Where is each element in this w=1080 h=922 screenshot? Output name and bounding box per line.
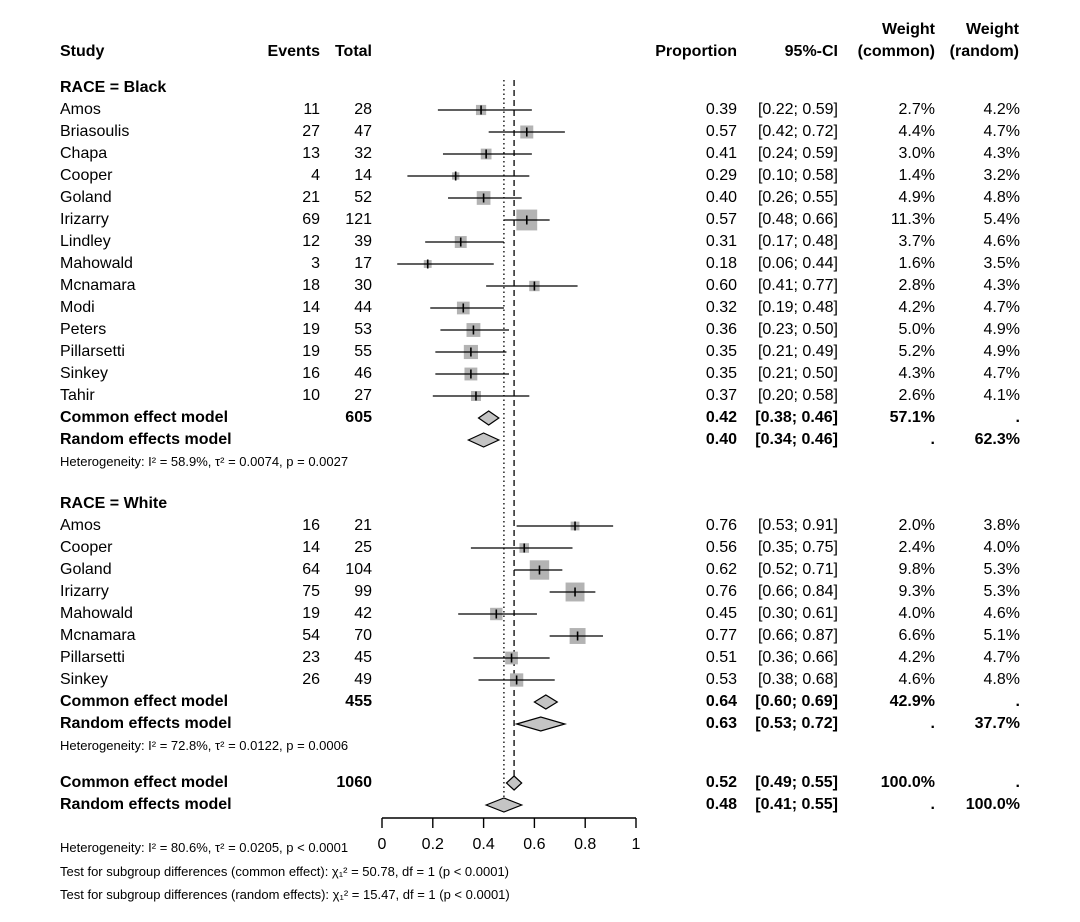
ci-value: [0.06; 0.44] [757,255,838,272]
ci-value: [0.48; 0.66] [757,211,838,228]
events-value: 3 [311,255,320,272]
study-name: Sinkey [60,671,109,688]
ci-value: [0.38; 0.46] [755,409,838,426]
proportion-value: 0.76 [705,517,737,534]
weight-common-value: 1.6% [898,255,935,272]
ci-value: [0.53; 0.72] [755,715,838,732]
weight-random-value: 3.5% [983,255,1020,272]
column-header-weight-random-line2: (random) [949,43,1019,60]
proportion-value: 0.45 [705,605,737,622]
proportion-value: 0.39 [705,101,737,118]
proportion-value: 0.42 [705,409,737,426]
weight-random-value: 37.7% [974,715,1020,732]
total-value: 1060 [336,774,372,791]
ci-value: [0.38; 0.68] [757,671,838,688]
total-value: 455 [345,693,372,710]
ci-value: [0.60; 0.69] [755,693,838,710]
proportion-value: 0.77 [705,627,737,644]
events-value: 18 [302,277,320,294]
study-name: Peters [60,321,107,338]
proportion-value: 0.57 [705,211,737,228]
column-header-total: Total [334,43,372,60]
proportion-value: 0.62 [705,561,737,578]
total-value: 39 [354,233,372,250]
weight-random-value: . [1015,774,1020,791]
study-name: Modi [60,299,95,316]
proportion-value: 0.40 [705,431,737,448]
weight-common-value: 100.0% [880,774,935,791]
total-value: 25 [354,539,372,556]
weight-common-value: 6.6% [898,627,935,644]
total-value: 17 [354,255,372,272]
ci-value: [0.26; 0.55] [757,189,838,206]
proportion-value: 0.32 [705,299,737,316]
weight-random-value: 3.2% [983,167,1020,184]
study-name: Pillarsetti [60,343,125,360]
weight-random-value: 62.3% [974,431,1020,448]
weight-random-value: 5.1% [983,627,1020,644]
x-axis-tick-label: 0.4 [472,836,495,853]
events-value: 54 [302,627,320,644]
events-value: 16 [302,365,320,382]
events-value: 12 [302,233,320,250]
events-value: 14 [302,539,320,556]
total-value: 45 [354,649,372,666]
weight-random-value: . [1015,409,1020,426]
weight-random-value: 5.3% [983,561,1020,578]
study-name: Cooper [60,539,113,556]
weight-common-value: 1.4% [898,167,935,184]
column-header-events: Events [267,43,320,60]
weight-random-value: . [1015,693,1020,710]
weight-common-value: . [930,796,935,813]
events-value: 23 [302,649,320,666]
ci-value: [0.42; 0.72] [757,123,838,140]
study-name: Goland [60,561,112,578]
total-value: 46 [354,365,372,382]
study-name: Mcnamara [60,627,136,644]
events-value: 19 [302,343,320,360]
events-value: 21 [302,189,320,206]
column-header-study: Study [60,43,105,60]
ci-value: [0.24; 0.59] [757,145,838,162]
events-value: 4 [311,167,320,184]
weight-common-value: 3.0% [898,145,935,162]
weight-random-value: 4.1% [983,387,1020,404]
proportion-value: 0.56 [705,539,737,556]
study-name: Tahir [60,387,95,404]
total-value: 605 [345,409,372,426]
ci-value: [0.10; 0.58] [757,167,838,184]
proportion-value: 0.31 [705,233,737,250]
x-axis-tick-label: 0.6 [523,836,546,853]
weight-common-value: 4.0% [898,605,935,622]
total-value: 47 [354,123,372,140]
x-axis-tick-label: 0.8 [574,836,597,853]
ci-value: [0.23; 0.50] [757,321,838,338]
proportion-value: 0.36 [705,321,737,338]
study-name: Mahowald [60,255,133,272]
total-value: 104 [345,561,372,578]
column-header-ci: 95%-CI [784,43,838,60]
weight-common-value: 4.6% [898,671,935,688]
weight-random-value: 4.9% [983,321,1020,338]
proportion-value: 0.60 [705,277,737,294]
proportion-value: 0.51 [705,649,737,666]
summary-label: Random effects model [60,715,232,732]
weight-common-value: 42.9% [889,693,935,710]
weight-random-value: 4.9% [983,343,1020,360]
x-axis-tick-label: 0 [377,836,387,853]
ci-value: [0.21; 0.49] [757,343,838,360]
study-name: Chapa [60,145,108,162]
study-name: Goland [60,189,112,206]
ci-value: [0.30; 0.61] [757,605,838,622]
weight-common-value: 4.9% [898,189,935,206]
summary-label: Common effect model [60,409,229,426]
column-header-weight-common-line1: Weight [881,21,935,38]
weight-common-value: 9.8% [898,561,935,578]
summary-label: Random effects model [60,796,232,813]
study-name: Cooper [60,167,113,184]
subgroup-difference-test: Test for subgroup differences (common effect): χ₁² = 50.78, df = 1 (p < 0.0001) [60,864,510,879]
ci-value: [0.53; 0.91] [757,517,838,534]
proportion-value: 0.41 [705,145,737,162]
ci-value: [0.41; 0.77] [757,277,838,294]
total-value: 42 [354,605,372,622]
study-name: Mcnamara [60,277,136,294]
weight-random-value: 4.8% [983,671,1020,688]
weight-random-value: 4.7% [983,649,1020,666]
proportion-value: 0.18 [705,255,737,272]
heterogeneity-note: Heterogeneity: I² = 72.8%, τ² = 0.0122, p = 0.0006 [60,738,349,753]
events-value: 19 [302,321,320,338]
proportion-value: 0.29 [705,167,737,184]
total-value: 27 [354,387,372,404]
weight-common-value: 57.1% [889,409,935,426]
summary-label: Common effect model [60,693,229,710]
weight-random-value: 4.7% [983,123,1020,140]
proportion-value: 0.53 [705,671,737,688]
ci-value: [0.21; 0.50] [757,365,838,382]
weight-common-value: 2.4% [898,539,935,556]
weight-common-value: 3.7% [898,233,935,250]
column-header-weight-common-line2: (common) [857,43,935,60]
ci-value: [0.66; 0.87] [757,627,838,644]
total-value: 28 [354,101,372,118]
total-value: 44 [354,299,372,316]
ci-value: [0.36; 0.66] [757,649,838,666]
proportion-value: 0.40 [705,189,737,206]
weight-random-value: 4.3% [983,277,1020,294]
weight-common-value: 5.2% [898,343,935,360]
total-value: 52 [354,189,372,206]
weight-random-value: 5.4% [983,211,1020,228]
weight-random-value: 4.6% [983,605,1020,622]
weight-common-value: 2.0% [898,517,935,534]
column-header-weight-random-line1: Weight [965,21,1019,38]
weight-common-value: 4.3% [898,365,935,382]
summary-label: Random effects model [60,431,232,448]
weight-common-value: . [930,431,935,448]
ci-value: [0.34; 0.46] [755,431,838,448]
weight-common-value: 4.4% [898,123,935,140]
study-name: Sinkey [60,365,109,382]
proportion-value: 0.76 [705,583,737,600]
proportion-value: 0.64 [705,693,737,710]
weight-random-value: 4.3% [983,145,1020,162]
weight-random-value: 4.7% [983,299,1020,316]
proportion-value: 0.57 [705,123,737,140]
ci-value: [0.35; 0.75] [757,539,838,556]
total-value: 21 [354,517,372,534]
weight-random-value: 4.8% [983,189,1020,206]
events-value: 16 [302,517,320,534]
events-value: 14 [302,299,320,316]
weight-common-value: 4.2% [898,299,935,316]
study-name: Mahowald [60,605,133,622]
study-name: Irizarry [60,211,109,228]
weight-random-value: 3.8% [983,517,1020,534]
events-value: 27 [302,123,320,140]
ci-value: [0.66; 0.84] [757,583,838,600]
heterogeneity-note: Heterogeneity: I² = 58.9%, τ² = 0.0074, p = 0.0027 [60,454,349,469]
events-value: 69 [302,211,320,228]
events-value: 64 [302,561,320,578]
proportion-value: 0.48 [705,796,737,813]
total-value: 55 [354,343,372,360]
weight-common-value: 2.7% [898,101,935,118]
weight-random-value: 100.0% [965,796,1020,813]
proportion-value: 0.35 [705,343,737,360]
events-value: 19 [302,605,320,622]
group-label: RACE = Black [60,79,167,96]
group-label: RACE = White [60,495,168,512]
weight-random-value: 4.7% [983,365,1020,382]
weight-common-value: 2.8% [898,277,935,294]
ci-value: [0.20; 0.58] [757,387,838,404]
total-value: 49 [354,671,372,688]
study-name: Briasoulis [60,123,130,140]
total-value: 99 [354,583,372,600]
ci-value: [0.17; 0.48] [757,233,838,250]
x-axis-tick-label: 1 [631,836,641,853]
weight-random-value: 4.6% [983,233,1020,250]
column-header-proportion: Proportion [655,43,737,60]
weight-common-value: . [930,715,935,732]
weight-common-value: 11.3% [890,211,935,228]
events-value: 10 [302,387,320,404]
total-value: 70 [354,627,372,644]
events-value: 26 [302,671,320,688]
total-value: 30 [354,277,372,294]
ci-value: [0.22; 0.59] [757,101,838,118]
total-value: 121 [345,211,372,228]
study-name: Amos [60,517,101,534]
events-value: 11 [303,101,320,118]
ci-value: [0.52; 0.71] [757,561,838,578]
ci-value: [0.19; 0.48] [757,299,838,316]
study-name: Lindley [60,233,111,250]
subgroup-difference-test: Test for subgroup differences (random effects): χ₁² = 15.47, df = 1 (p < 0.0001) [60,887,510,902]
study-name: Amos [60,101,101,118]
study-name: Pillarsetti [60,649,125,666]
weight-random-value: 4.0% [983,539,1020,556]
total-value: 32 [354,145,372,162]
heterogeneity-note-overall: Heterogeneity: I² = 80.6%, τ² = 0.0205, p < 0.0001 [60,840,349,855]
events-value: 75 [302,583,320,600]
weight-common-value: 4.2% [898,649,935,666]
summary-label: Common effect model [60,774,229,791]
events-value: 13 [302,145,320,162]
proportion-value: 0.63 [705,715,737,732]
proportion-value: 0.52 [705,774,737,791]
ci-value: [0.49; 0.55] [755,774,838,791]
total-value: 14 [354,167,372,184]
ci-value: [0.41; 0.55] [755,796,838,813]
proportion-value: 0.37 [705,387,737,404]
total-value: 53 [354,321,372,338]
proportion-value: 0.35 [705,365,737,382]
weight-random-value: 5.3% [983,583,1020,600]
x-axis-tick-label: 0.2 [421,836,444,853]
weight-random-value: 4.2% [983,101,1020,118]
weight-common-value: 9.3% [898,583,935,600]
weight-common-value: 2.6% [898,387,935,404]
weight-common-value: 5.0% [898,321,935,338]
study-name: Irizarry [60,583,109,600]
